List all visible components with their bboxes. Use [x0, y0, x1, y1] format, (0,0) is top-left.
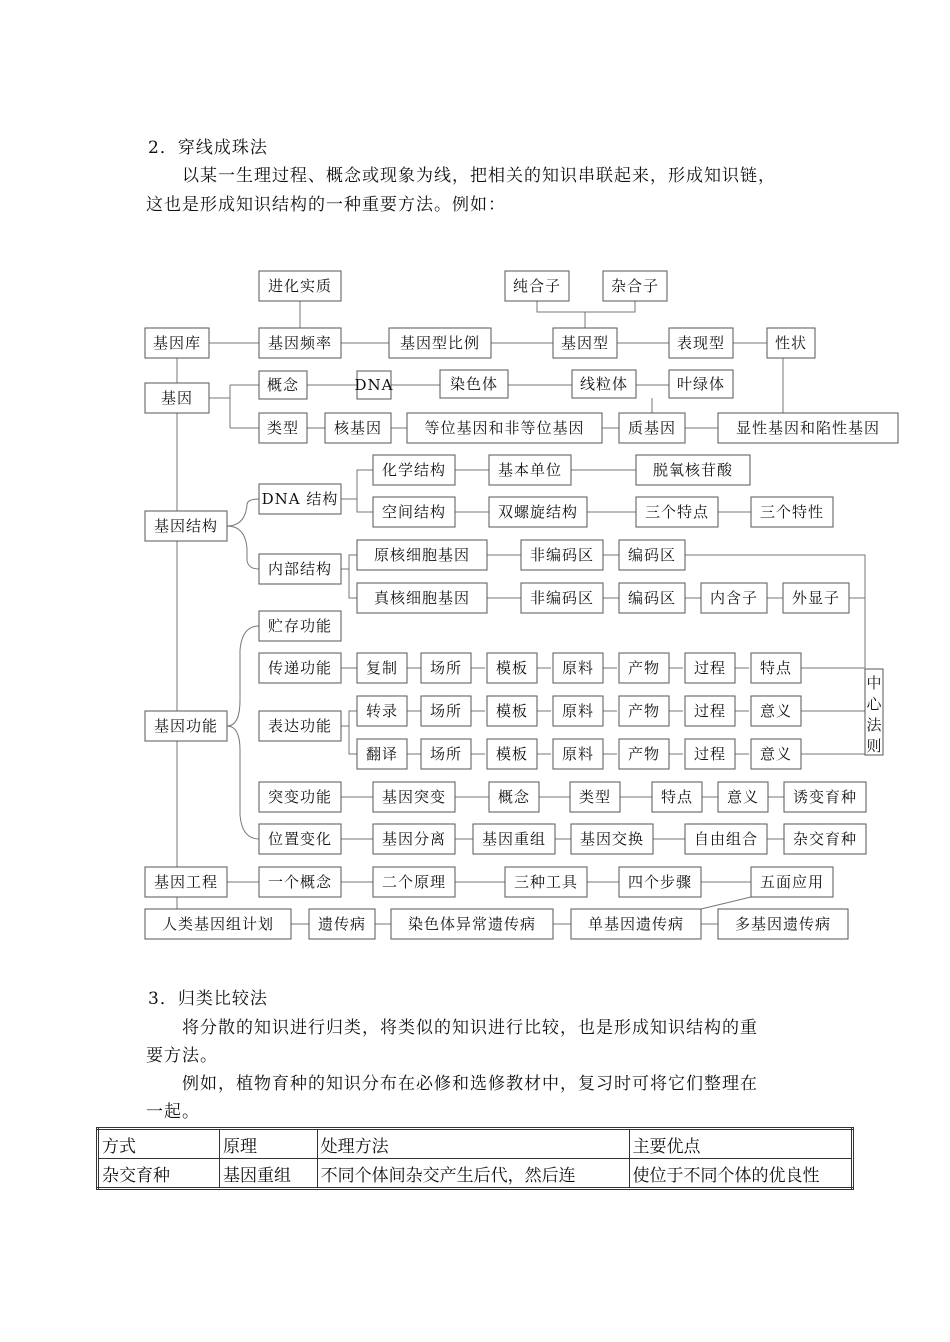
- node-label: 基因: [160, 389, 194, 407]
- node-ransetiyichang: [391, 909, 553, 939]
- section3-para1-line1: 将分散的知识进行归类，将类似的知识进行比较，也是形成知识结构的重: [182, 1018, 758, 1038]
- node-label: 意义: [759, 702, 793, 720]
- node-zhucun: [259, 611, 341, 641]
- node-shuangluoxuan: [489, 497, 587, 527]
- node-label: 四个步骤: [627, 873, 693, 891]
- node-label: 单基因遗传病: [587, 915, 685, 933]
- node-label: 特点: [759, 659, 793, 677]
- node-label: 模板: [495, 745, 529, 763]
- node-tedian1: [751, 653, 801, 683]
- node-label: 复制: [365, 659, 399, 677]
- node-jinhua: [259, 271, 341, 301]
- node-chuandi: [259, 653, 341, 683]
- table-row: [98, 1159, 853, 1189]
- node-sanzhonggongju: [505, 867, 587, 897]
- node-tedian2: [652, 782, 702, 812]
- node-label: DNA 结构: [261, 490, 339, 508]
- node-label: 染色体异常遗传病: [407, 915, 537, 933]
- connector-line: [585, 301, 635, 312]
- connector-line: [341, 470, 373, 499]
- node-label: 场所: [429, 659, 463, 677]
- node-jiyinxing: [553, 328, 617, 358]
- section2-para-line1: 以某一生理过程、概念或现象为线，把相关的知识串联起来，形成知识链，: [182, 166, 776, 186]
- node-label: 编码区: [627, 546, 677, 564]
- node-dna1: [355, 371, 394, 399]
- table-header-cell: 主要优点: [629, 1129, 852, 1159]
- node-label: 产物: [627, 702, 661, 720]
- node-label: 三个特点: [644, 503, 710, 521]
- node-label: 过程: [693, 745, 727, 763]
- node-zahezi: [603, 271, 667, 301]
- node-renlei: [145, 909, 291, 939]
- node-ranseti: [440, 370, 508, 398]
- node-jiyinxingbili: [389, 328, 491, 358]
- node-label: 基因交换: [579, 830, 645, 848]
- section2-heading: 2．穿线成珠法: [148, 138, 268, 158]
- node-ergeyuanli: [373, 867, 455, 897]
- table-header-cell: 处理方法: [317, 1129, 629, 1159]
- node-changsuo3: [421, 739, 471, 769]
- section3-para1-line2: 要方法。: [146, 1046, 218, 1066]
- node-label: 内含子: [709, 589, 759, 607]
- table-cell: 使位于不同个体的优良性: [629, 1159, 852, 1189]
- node-label: 化学结构: [381, 461, 447, 479]
- node-fanyi: [357, 739, 407, 769]
- node-label: 双螺旋结构: [497, 503, 579, 521]
- node-label: 基因功能: [153, 717, 219, 735]
- node-label: 类型: [578, 788, 612, 806]
- section3-para2-line1: 例如，植物育种的知识分布在必修和选修教材中，复习时可将它们整理在: [182, 1074, 758, 1094]
- node-label: 类型: [266, 419, 300, 437]
- connector-line: [341, 711, 357, 726]
- node-jiyinchongzu: [473, 824, 555, 854]
- node-label: 模板: [495, 702, 529, 720]
- node-label: 概念: [266, 376, 300, 394]
- connector-line: [349, 726, 357, 754]
- node-label: 真核细胞基因: [373, 589, 471, 607]
- section3-heading: 3．归类比较法: [148, 989, 268, 1009]
- node-label: 翻译: [365, 745, 399, 763]
- node-label: 基因突变: [381, 788, 447, 806]
- node-label: 杂合子: [610, 277, 660, 295]
- node-jiyin: [145, 383, 209, 413]
- node-label: 非编码区: [529, 546, 595, 564]
- node-label: 原料: [561, 702, 595, 720]
- table-cell: 基因重组: [220, 1159, 318, 1189]
- node-neibu: [259, 554, 341, 584]
- node-label: 基因分离: [381, 830, 447, 848]
- node-weizhi: [259, 824, 341, 854]
- node-xianliti: [572, 370, 636, 398]
- table-cell: 杂交育种: [98, 1159, 220, 1189]
- node-label: 意义: [759, 745, 793, 763]
- node-label: 贮存功能: [267, 617, 333, 635]
- node-label: 基因频率: [267, 334, 333, 352]
- node-xingzhuang: [767, 328, 815, 358]
- node-chanwu3: [619, 739, 669, 769]
- node-leixing1: [259, 413, 307, 443]
- node-label: 模板: [495, 659, 529, 677]
- table-header-cell: 原理: [220, 1129, 318, 1159]
- node-dnajiegou: [259, 484, 341, 514]
- node-label: 质基因: [627, 419, 677, 437]
- node-feibianma2: [521, 583, 603, 613]
- node-jiyinfenli: [373, 824, 455, 854]
- node-yuanliao3: [553, 739, 603, 769]
- node-yigegainian: [259, 867, 341, 897]
- node-label: 原料: [561, 745, 595, 763]
- node-waixianzi: [783, 583, 849, 613]
- node-label: 场所: [429, 702, 463, 720]
- node-muban2: [487, 696, 537, 726]
- node-feibianma1: [521, 540, 603, 570]
- node-biaoxianxing: [669, 328, 733, 358]
- node-dengwei: [407, 413, 602, 443]
- table-cell: 不同个体间杂交产生后代，然后连: [317, 1159, 629, 1189]
- node-guocheng1: [685, 653, 735, 683]
- node-danjiyin: [571, 909, 701, 939]
- node-biaoda: [259, 711, 341, 741]
- node-label: 原料: [561, 659, 595, 677]
- node-label: 原核细胞基因: [373, 546, 471, 564]
- node-jiyingongneng: [145, 711, 227, 741]
- node-bianma1: [619, 540, 685, 570]
- node-ziyouzuhe: [685, 824, 767, 854]
- node-yuanhe: [357, 540, 487, 570]
- node-bianma2: [619, 583, 685, 613]
- node-sigebuzhou: [619, 867, 701, 897]
- node-label: 产物: [627, 745, 661, 763]
- node-yiyi3: [718, 782, 768, 812]
- bracket-curve: [227, 499, 259, 526]
- node-label: 场所: [429, 745, 463, 763]
- node-label: 位置变化: [267, 830, 333, 848]
- node-label: 三种工具: [513, 873, 579, 891]
- node-label: 一个概念: [267, 873, 333, 891]
- node-zhenhe: [357, 583, 487, 613]
- node-label: 过程: [693, 659, 727, 677]
- node-label: 编码区: [627, 589, 677, 607]
- node-tuoyang: [636, 455, 750, 485]
- node-label: 叶绿体: [676, 375, 726, 393]
- node-yiyi2: [751, 739, 801, 769]
- node-label: 表现型: [676, 334, 726, 352]
- node-label: 过程: [693, 702, 727, 720]
- node-jiyinpinlv: [259, 328, 341, 358]
- connector-line: [701, 897, 751, 909]
- node-leixing2: [570, 782, 620, 812]
- node-label: 显性基因和陷性基因: [735, 419, 881, 437]
- node-yuanliao2: [553, 696, 603, 726]
- node-sangetedian: [636, 497, 718, 527]
- node-label: 突变功能: [267, 788, 333, 806]
- node-label: 脱氧核苷酸: [652, 461, 734, 479]
- node-label: 染色体: [449, 375, 499, 393]
- node-label: 自由组合: [693, 830, 759, 848]
- node-label: 杂交育种: [792, 830, 858, 848]
- node-label: 诱变育种: [792, 788, 858, 806]
- node-fuzhi: [357, 653, 407, 683]
- node-zhongxin: [865, 669, 883, 755]
- node-yiyi1: [751, 696, 801, 726]
- node-changsuo2: [421, 696, 471, 726]
- node-jiyinjiegou: [145, 511, 227, 541]
- node-label: 纯合子: [512, 277, 562, 295]
- node-jiyinku: [145, 328, 209, 358]
- node-changsuo1: [421, 653, 471, 683]
- node-jiyingongcheng: [145, 867, 227, 897]
- section3-para2-line2: 一起。: [146, 1102, 200, 1122]
- connector-line: [357, 499, 373, 512]
- bracket-curve: [227, 526, 259, 569]
- node-label: 基因型比例: [399, 334, 481, 352]
- node-zajiao: [784, 824, 866, 854]
- node-label: 表达功能: [267, 717, 333, 735]
- node-label: 外显子: [791, 589, 841, 607]
- node-label: 进化实质: [267, 277, 333, 295]
- node-label: 转录: [365, 702, 399, 720]
- node-label: 五面应用: [759, 873, 825, 891]
- node-guocheng2: [685, 696, 735, 726]
- node-chunhezi: [505, 271, 569, 301]
- node-yuanliao1: [553, 653, 603, 683]
- node-yelvti: [669, 370, 733, 398]
- connector-line: [349, 569, 357, 598]
- breeding-comparison-table: [96, 1127, 854, 1190]
- node-gainian2: [489, 782, 539, 812]
- table-header-row: [98, 1129, 853, 1159]
- node-duojiyin: [718, 909, 848, 939]
- node-label: 基因工程: [153, 873, 219, 891]
- node-label: 二个原理: [381, 873, 447, 891]
- node-hejiyin: [325, 413, 391, 443]
- node-sangetexing: [751, 497, 833, 527]
- node-label: 产物: [627, 659, 661, 677]
- node-guocheng3: [685, 739, 735, 769]
- node-jiyintubian: [373, 782, 455, 812]
- node-tubian: [259, 782, 341, 812]
- node-zhuanlu: [357, 696, 407, 726]
- node-label: DNA: [354, 376, 394, 394]
- section2-para-line2: 这也是形成知识结构的一种重要方法。例如：: [146, 195, 506, 215]
- node-label: 人类基因组计划: [161, 915, 275, 933]
- node-label: 基本单位: [497, 461, 563, 479]
- node-label: 空间结构: [381, 503, 447, 521]
- connector-line: [341, 555, 357, 569]
- node-label: 三个特性: [759, 503, 825, 521]
- node-label: 传递功能: [267, 659, 333, 677]
- node-label: 意义: [726, 788, 760, 806]
- node-zhijiyin: [619, 413, 685, 443]
- node-muban3: [487, 739, 537, 769]
- node-label: 非编码区: [529, 589, 595, 607]
- node-xianxing: [718, 413, 898, 443]
- node-huaxue: [373, 455, 455, 485]
- connector-line: [537, 301, 585, 328]
- node-label: 遗传病: [317, 915, 367, 933]
- node-label: 特点: [660, 788, 694, 806]
- bracket-curve: [227, 626, 259, 726]
- node-label: 基因重组: [481, 830, 547, 848]
- bracket-curve: [227, 726, 259, 839]
- node-youbian: [784, 782, 866, 812]
- node-jibendanwei: [489, 455, 571, 485]
- node-label: 基因型: [560, 334, 610, 352]
- node-label: 内部结构: [267, 560, 333, 578]
- node-label: 基因库: [152, 334, 202, 352]
- node-label: 核基因: [333, 419, 383, 437]
- node-label: 基因结构: [153, 517, 219, 535]
- node-wumian: [751, 867, 833, 897]
- node-muban1: [487, 653, 537, 683]
- node-chanwu1: [619, 653, 669, 683]
- node-label: 概念: [497, 788, 531, 806]
- node-chanwu2: [619, 696, 669, 726]
- node-jiyinjiaohuan: [571, 824, 653, 854]
- node-gainian1: [259, 371, 307, 399]
- node-label: 性状: [774, 334, 808, 352]
- node-kongjian: [373, 497, 455, 527]
- node-label: 多基因遗传病: [734, 915, 832, 933]
- node-label: 线粒体: [579, 375, 629, 393]
- node-label: 等位基因和非等位基因: [424, 419, 585, 437]
- node-yichuanbing: [309, 909, 375, 939]
- node-neihanzi: [701, 583, 767, 613]
- node-label-vertical: 中心法则: [866, 674, 882, 755]
- table-header-cell: 方式: [98, 1129, 220, 1159]
